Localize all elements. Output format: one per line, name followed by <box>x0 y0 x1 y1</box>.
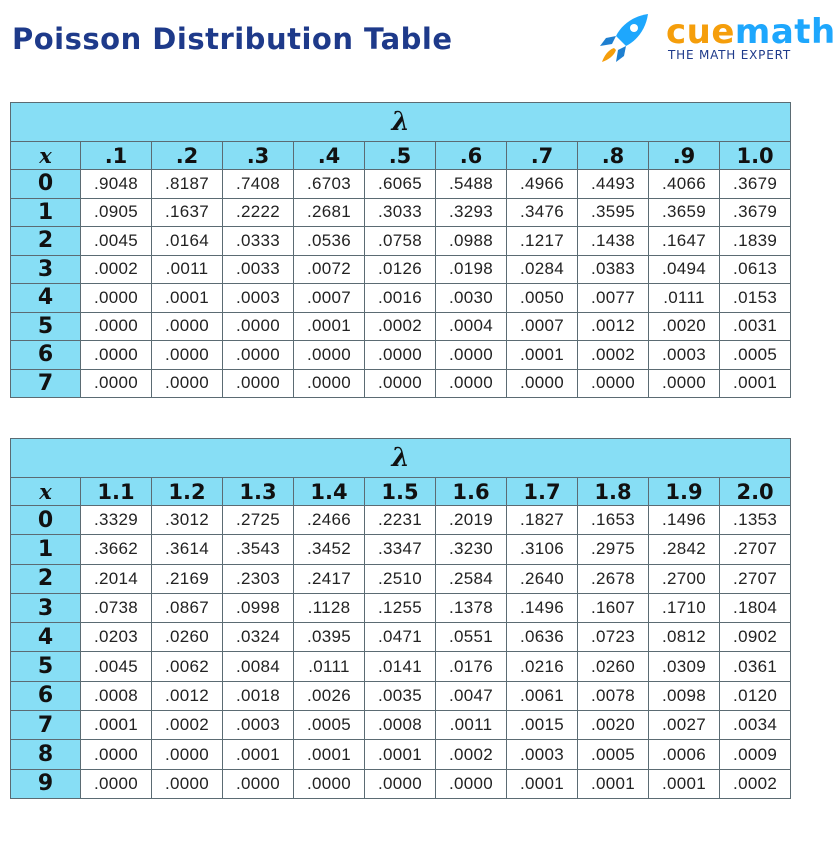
x-value-cell: 1 <box>11 535 81 564</box>
lambda-column-header: 1.9 <box>649 478 720 506</box>
probability-cell: .0000 <box>365 341 436 370</box>
probability-cell: .0000 <box>152 740 223 769</box>
probability-cell: .0011 <box>152 255 223 284</box>
probability-cell: .1647 <box>649 227 720 256</box>
table-row <box>11 564 791 593</box>
probability-cell: .3595 <box>578 198 649 227</box>
table-row <box>11 369 791 398</box>
probability-cell: .0072 <box>294 255 365 284</box>
lambda-column-header: .5 <box>365 142 436 170</box>
probability-cell: .0003 <box>507 740 578 769</box>
probability-cell: .2231 <box>365 506 436 535</box>
probability-cell: .4066 <box>649 170 720 199</box>
probability-cell: .2707 <box>720 564 791 593</box>
probability-cell: .6703 <box>294 170 365 199</box>
probability-cell: .2681 <box>294 198 365 227</box>
probability-cell: .0006 <box>649 740 720 769</box>
probability-cell: .0003 <box>649 341 720 370</box>
table-row <box>11 506 791 535</box>
probability-cell: .0034 <box>720 711 791 740</box>
probability-cell: .2014 <box>81 564 152 593</box>
lambda-symbol: λ <box>11 103 791 142</box>
probability-cell: .0001 <box>578 769 649 798</box>
table-row <box>11 170 791 199</box>
probability-cell: .2707 <box>720 535 791 564</box>
probability-cell: .2640 <box>507 564 578 593</box>
x-value-cell: 7 <box>11 711 81 740</box>
x-value-cell: 2 <box>11 227 81 256</box>
probability-cell: .2700 <box>649 564 720 593</box>
probability-cell: .1827 <box>507 506 578 535</box>
probability-cell: .0000 <box>223 341 294 370</box>
lambda-column-header: .2 <box>152 142 223 170</box>
probability-cell: .0000 <box>365 369 436 398</box>
probability-cell: .0098 <box>649 681 720 710</box>
probability-cell: .3452 <box>294 535 365 564</box>
probability-cell: .0000 <box>436 769 507 798</box>
probability-cell: .0000 <box>507 369 578 398</box>
probability-cell: .0000 <box>223 769 294 798</box>
table-row <box>11 769 791 798</box>
lambda-column-header: .1 <box>81 142 152 170</box>
table-row <box>11 198 791 227</box>
probability-cell: .0905 <box>81 198 152 227</box>
probability-cell: .0001 <box>507 769 578 798</box>
probability-cell: .0033 <box>223 255 294 284</box>
lambda-column-header: 2.0 <box>720 478 791 506</box>
lambda-column-header: .9 <box>649 142 720 170</box>
probability-cell: .0000 <box>294 341 365 370</box>
probability-cell: .3293 <box>436 198 507 227</box>
x-value-cell: 3 <box>11 255 81 284</box>
lambda-column-header: .4 <box>294 142 365 170</box>
probability-cell: .0153 <box>720 284 791 313</box>
probability-cell: .3106 <box>507 535 578 564</box>
lambda-column-header: 1.3 <box>223 478 294 506</box>
probability-cell: .0001 <box>81 711 152 740</box>
probability-cell: .0000 <box>152 341 223 370</box>
probability-cell: .2842 <box>649 535 720 564</box>
probability-cell: .0000 <box>152 369 223 398</box>
lambda-column-header: 1.0 <box>720 142 791 170</box>
x-value-cell: 0 <box>11 506 81 535</box>
probability-cell: .2678 <box>578 564 649 593</box>
lambda-column-header: .8 <box>578 142 649 170</box>
probability-cell: .0020 <box>578 711 649 740</box>
probability-cell: .0005 <box>578 740 649 769</box>
probability-cell: .0011 <box>436 711 507 740</box>
lambda-column-header: 1.4 <box>294 478 365 506</box>
probability-cell: .2725 <box>223 506 294 535</box>
x-value-cell: 5 <box>11 312 81 341</box>
probability-cell: .3543 <box>223 535 294 564</box>
probability-cell: .0000 <box>436 341 507 370</box>
probability-cell: .1353 <box>720 506 791 535</box>
probability-cell: .7408 <box>223 170 294 199</box>
probability-cell: .6065 <box>365 170 436 199</box>
probability-cell: .0000 <box>365 769 436 798</box>
probability-cell: .0000 <box>81 369 152 398</box>
probability-cell: .0001 <box>507 341 578 370</box>
probability-cell: .0000 <box>81 769 152 798</box>
probability-cell: .0203 <box>81 623 152 652</box>
probability-cell: .0035 <box>365 681 436 710</box>
probability-cell: .1839 <box>720 227 791 256</box>
probability-cell: .0020 <box>649 312 720 341</box>
rocket-icon <box>596 10 658 66</box>
table-row <box>11 284 791 313</box>
table-row <box>11 652 791 681</box>
probability-cell: .0000 <box>649 369 720 398</box>
probability-cell: .0141 <box>365 652 436 681</box>
probability-cell: .1496 <box>507 593 578 622</box>
probability-cell: .0309 <box>649 652 720 681</box>
probability-cell: .0050 <box>507 284 578 313</box>
probability-cell: .0002 <box>81 255 152 284</box>
probability-cell: .0001 <box>223 740 294 769</box>
lambda-column-header: 1.1 <box>81 478 152 506</box>
table-row <box>11 227 791 256</box>
probability-cell: .0551 <box>436 623 507 652</box>
probability-cell: .1378 <box>436 593 507 622</box>
probability-cell: .0164 <box>152 227 223 256</box>
probability-cell: .0198 <box>436 255 507 284</box>
x-value-cell: 3 <box>11 593 81 622</box>
probability-cell: .1607 <box>578 593 649 622</box>
lambda-column-header: .3 <box>223 142 294 170</box>
probability-cell: .1653 <box>578 506 649 535</box>
probability-cell: .3662 <box>81 535 152 564</box>
probability-cell: .0002 <box>365 312 436 341</box>
probability-cell: .0030 <box>436 284 507 313</box>
probability-cell: .0008 <box>365 711 436 740</box>
x-value-cell: 6 <box>11 681 81 710</box>
probability-cell: .0016 <box>365 284 436 313</box>
probability-cell: .3679 <box>720 170 791 199</box>
probability-cell: .0027 <box>649 711 720 740</box>
probability-cell: .0867 <box>152 593 223 622</box>
probability-cell: .0613 <box>720 255 791 284</box>
lambda-header-row <box>11 103 791 142</box>
probability-cell: .2019 <box>436 506 507 535</box>
table-row <box>11 255 791 284</box>
lambda-column-header: 1.2 <box>152 478 223 506</box>
table-row <box>11 711 791 740</box>
x-value-cell: 4 <box>11 284 81 313</box>
probability-cell: .3033 <box>365 198 436 227</box>
probability-cell: .2975 <box>578 535 649 564</box>
table-row <box>11 593 791 622</box>
x-value-cell: 8 <box>11 740 81 769</box>
probability-cell: .0260 <box>578 652 649 681</box>
probability-cell: .8187 <box>152 170 223 199</box>
probability-cell: .0047 <box>436 681 507 710</box>
probability-cell: .3659 <box>649 198 720 227</box>
probability-cell: .0002 <box>436 740 507 769</box>
probability-cell: .2584 <box>436 564 507 593</box>
poisson-table-2 <box>10 438 791 799</box>
probability-cell: .0001 <box>649 769 720 798</box>
probability-cell: .0078 <box>578 681 649 710</box>
probability-cell: .1128 <box>294 593 365 622</box>
probability-cell: .0000 <box>223 369 294 398</box>
x-value-cell: 9 <box>11 769 81 798</box>
probability-cell: .0284 <box>507 255 578 284</box>
lambda-column-header: 1.7 <box>507 478 578 506</box>
column-header-row <box>11 142 791 170</box>
probability-cell: .3329 <box>81 506 152 535</box>
probability-cell: .0536 <box>294 227 365 256</box>
probability-cell: .0000 <box>436 369 507 398</box>
cuemath-logo <box>596 8 836 68</box>
probability-cell: .0003 <box>223 711 294 740</box>
probability-cell: .0902 <box>720 623 791 652</box>
x-value-cell: 0 <box>11 170 81 199</box>
probability-cell: .0260 <box>152 623 223 652</box>
table-row <box>11 740 791 769</box>
probability-cell: .0471 <box>365 623 436 652</box>
lambda-column-header: 1.5 <box>365 478 436 506</box>
probability-cell: .9048 <box>81 170 152 199</box>
probability-cell: .0045 <box>81 227 152 256</box>
lambda-header-row <box>11 439 791 478</box>
x-value-cell: 7 <box>11 369 81 398</box>
probability-cell: .3614 <box>152 535 223 564</box>
probability-cell: .0009 <box>720 740 791 769</box>
probability-cell: .0494 <box>649 255 720 284</box>
probability-cell: .1438 <box>578 227 649 256</box>
probability-cell: .0758 <box>365 227 436 256</box>
probability-cell: .0012 <box>152 681 223 710</box>
probability-cell: .0001 <box>720 369 791 398</box>
x-value-cell: 4 <box>11 623 81 652</box>
probability-cell: .0383 <box>578 255 649 284</box>
probability-cell: .3347 <box>365 535 436 564</box>
probability-cell: .1496 <box>649 506 720 535</box>
x-value-cell: 6 <box>11 341 81 370</box>
probability-cell: .0333 <box>223 227 294 256</box>
probability-cell: .0111 <box>294 652 365 681</box>
x-value-cell: 2 <box>11 564 81 593</box>
table-row <box>11 623 791 652</box>
lambda-column-header: .7 <box>507 142 578 170</box>
table-row <box>11 535 791 564</box>
probability-cell: .0005 <box>720 341 791 370</box>
probability-cell: .0002 <box>578 341 649 370</box>
probability-cell: .0000 <box>294 369 365 398</box>
table-row <box>11 341 791 370</box>
probability-cell: .0000 <box>81 740 152 769</box>
probability-cell: .5488 <box>436 170 507 199</box>
lambda-column-header: 1.6 <box>436 478 507 506</box>
lambda-symbol: λ <box>11 439 791 478</box>
x-column-header: x <box>11 478 81 506</box>
lambda-column-header: .6 <box>436 142 507 170</box>
probability-cell: .0062 <box>152 652 223 681</box>
probability-cell: .0001 <box>294 312 365 341</box>
probability-cell: .0000 <box>81 312 152 341</box>
probability-cell: .0077 <box>578 284 649 313</box>
probability-cell: .4966 <box>507 170 578 199</box>
probability-cell: .1255 <box>365 593 436 622</box>
probability-cell: .0031 <box>720 312 791 341</box>
probability-cell: .0026 <box>294 681 365 710</box>
probability-cell: .0176 <box>436 652 507 681</box>
probability-cell: .2169 <box>152 564 223 593</box>
probability-cell: .0004 <box>436 312 507 341</box>
probability-cell: .2466 <box>294 506 365 535</box>
probability-cell: .0216 <box>507 652 578 681</box>
probability-cell: .0003 <box>223 284 294 313</box>
probability-cell: .0000 <box>294 769 365 798</box>
probability-cell: .0015 <box>507 711 578 740</box>
x-column-header: x <box>11 142 81 170</box>
probability-cell: .2222 <box>223 198 294 227</box>
probability-cell: .0061 <box>507 681 578 710</box>
probability-cell: .0723 <box>578 623 649 652</box>
logo-wordmark: cuemath <box>666 12 836 52</box>
probability-cell: .3012 <box>152 506 223 535</box>
probability-cell: .0000 <box>223 312 294 341</box>
probability-cell: .1804 <box>720 593 791 622</box>
probability-cell: .0361 <box>720 652 791 681</box>
page-title: Poisson Distribution Table <box>12 22 453 56</box>
probability-cell: .0000 <box>81 341 152 370</box>
probability-cell: .0000 <box>81 284 152 313</box>
probability-cell: .1637 <box>152 198 223 227</box>
probability-cell: .0007 <box>294 284 365 313</box>
table-row <box>11 681 791 710</box>
probability-cell: .3679 <box>720 198 791 227</box>
probability-cell: .0120 <box>720 681 791 710</box>
probability-cell: .0001 <box>294 740 365 769</box>
probability-cell: .4493 <box>578 170 649 199</box>
probability-cell: .0738 <box>81 593 152 622</box>
x-value-cell: 5 <box>11 652 81 681</box>
probability-cell: .0008 <box>81 681 152 710</box>
probability-cell: .0002 <box>720 769 791 798</box>
poisson-table-1 <box>10 102 791 398</box>
x-value-cell: 1 <box>11 198 81 227</box>
probability-cell: .0126 <box>365 255 436 284</box>
probability-cell: .0007 <box>507 312 578 341</box>
lambda-column-header: 1.8 <box>578 478 649 506</box>
probability-cell: .0001 <box>152 284 223 313</box>
table-row <box>11 312 791 341</box>
probability-cell: .0324 <box>223 623 294 652</box>
probability-cell: .0084 <box>223 652 294 681</box>
probability-cell: .0636 <box>507 623 578 652</box>
probability-cell: .0045 <box>81 652 152 681</box>
probability-cell: .0395 <box>294 623 365 652</box>
probability-cell: .2303 <box>223 564 294 593</box>
probability-cell: .1217 <box>507 227 578 256</box>
logo-tagline: THE MATH EXPERT <box>668 48 791 62</box>
probability-cell: .0812 <box>649 623 720 652</box>
probability-cell: .0000 <box>152 312 223 341</box>
probability-cell: .0000 <box>152 769 223 798</box>
probability-cell: .0005 <box>294 711 365 740</box>
probability-cell: .3230 <box>436 535 507 564</box>
probability-cell: .0012 <box>578 312 649 341</box>
probability-cell: .0000 <box>578 369 649 398</box>
probability-cell: .0001 <box>365 740 436 769</box>
probability-cell: .0988 <box>436 227 507 256</box>
probability-cell: .0002 <box>152 711 223 740</box>
probability-cell: .2417 <box>294 564 365 593</box>
column-header-row <box>11 478 791 506</box>
probability-cell: .2510 <box>365 564 436 593</box>
probability-cell: .0998 <box>223 593 294 622</box>
probability-cell: .0018 <box>223 681 294 710</box>
probability-cell: .1710 <box>649 593 720 622</box>
probability-cell: .0111 <box>649 284 720 313</box>
probability-cell: .3476 <box>507 198 578 227</box>
